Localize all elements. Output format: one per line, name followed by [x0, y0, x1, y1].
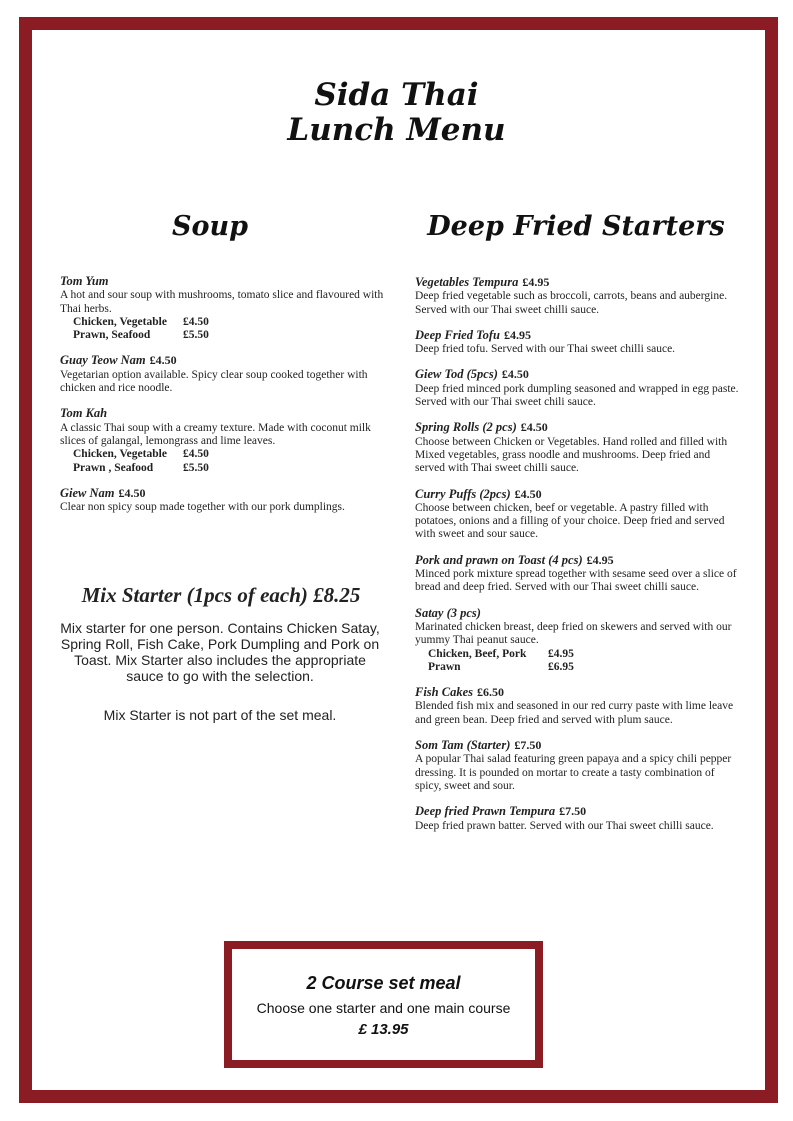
- menu-subtitle: Lunch Menu: [287, 112, 506, 148]
- item-name: Deep Fried Tofu: [415, 327, 500, 342]
- price-option-label: Chicken, Vegetable: [73, 315, 167, 328]
- item-name: Satay (3 pcs): [415, 605, 481, 620]
- item-name: Fish Cakes: [415, 685, 474, 700]
- item-description: Minced pork mixture spread together with sesame seed over a slice of bread and deep fried. Served with our Thai sweet chilli sauce.: [415, 568, 737, 594]
- menu-item: [415, 368, 740, 409]
- item-price: £6.50: [477, 685, 505, 700]
- item-description: Deep fried vegetable such as broccoli, carrots, beans and aubergine. Served with our Thai sweet chilli sauce.: [415, 290, 728, 316]
- price-option-price: £4.50: [183, 448, 209, 461]
- mix-starter-description: Mix starter for one person. Contains Chicken Satay, Spring Roll, Fish Cake, Pork Dumpling and Pork on Toast. Mix Starter also includes the appropriate sauce to go with the selection.: [60, 620, 380, 684]
- menu-item: [415, 739, 740, 793]
- item-description: Marinated chicken breast, deep fried on skewers and served with our yummy Thai peanut sauce.: [415, 620, 732, 647]
- menu-item: [415, 607, 740, 674]
- price-option: [415, 661, 740, 674]
- price-option-label: Prawn: [428, 660, 461, 673]
- price-option-price: £6.95: [548, 660, 574, 673]
- item-description: Clear non spicy soup made together with our pork dumplings.: [60, 501, 345, 514]
- item-name: Pork and prawn on Toast (4 pcs): [415, 552, 583, 567]
- item-name: Guay Teow Nam: [60, 353, 146, 368]
- set-meal-description: Choose one starter and one main course: [256, 1000, 511, 1016]
- item-name: Spring Rolls (2 pcs): [415, 420, 517, 435]
- price-option: [60, 448, 385, 461]
- item-description: Deep fried tofu. Served with our Thai sweet chilli sauce.: [415, 343, 676, 356]
- price-option-price: £5.50: [183, 461, 209, 474]
- item-price: £4.50: [118, 485, 146, 500]
- item-price: £4.50: [501, 367, 529, 382]
- item-name: Deep fried Prawn Tempura: [415, 804, 556, 819]
- item-description: Deep fried prawn batter. Served with our Thai sweet chilli sauce.: [415, 819, 714, 832]
- starters-heading: Deep Fried Starters: [427, 211, 725, 242]
- item-price: £7.50: [514, 738, 542, 753]
- price-option-price: £4.50: [183, 315, 209, 328]
- price-option-label: Chicken, Vegetable: [73, 448, 167, 461]
- menu-item: [415, 686, 740, 727]
- menu-item: [415, 421, 740, 475]
- item-description: A popular Thai salad featuring green papaya and a spicy chili pepper dressing. It is pounded on mortar to create a tasty combination of spicy, sweet and sour.: [415, 753, 732, 792]
- menu-item: [60, 275, 385, 342]
- item-name: Vegetables Tempura: [415, 275, 519, 289]
- item-name: Som Tam (Starter): [415, 738, 511, 753]
- menu-title: [0, 78, 793, 148]
- item-description: Blended fish mix and seasoned in our red curry paste with lime leave and green bean. Deep fried and served with plum sauce.: [415, 700, 734, 726]
- price-option-label: Prawn , Seafood: [73, 461, 154, 474]
- item-price: £4.95: [503, 327, 531, 342]
- price-option-label: Chicken, Beef, Pork: [428, 647, 527, 660]
- item-description: Deep fried minced pork dumpling seasoned and wrapped in egg paste. Served with our Thai sweet chili sauce.: [415, 382, 739, 409]
- item-description: Vegetarian option available. Spicy clear soup cooked together with chicken and rice noodle.: [60, 368, 368, 395]
- item-name: Tom Yum: [60, 274, 109, 288]
- item-description: Choose between chicken, beef or vegetable. A pastry filled with potatoes, onions and a filling of your choice. Deep fried and served with sweet and sour sauce.: [415, 501, 725, 541]
- mix-starter-note: Mix Starter is not part of the set meal.: [103, 707, 337, 723]
- mix-starter-title: Mix Starter (1pcs of each) £8.25: [81, 583, 361, 607]
- item-name: Tom Kah: [60, 406, 108, 421]
- soup-list: [60, 275, 385, 526]
- menu-item: [60, 487, 385, 515]
- item-description: Choose between Chicken or Vegetables. Hand rolled and filled with Mixed vegetables, grass noodle and mushrooms. Deep fried and served with Thai sweet chilli sauce.: [415, 435, 728, 475]
- item-price: £4.50: [520, 420, 548, 435]
- item-description: A classic Thai soup with a creamy texture. Made with coconut milk slices of galangal, lemongrass and lime leaves.: [60, 421, 371, 447]
- menu-item: [60, 407, 385, 474]
- item-price: £4.50: [514, 486, 542, 501]
- item-name: Curry Puffs (2pcs): [415, 486, 511, 501]
- set-meal-box: [224, 941, 543, 1068]
- menu-item: [415, 488, 740, 542]
- item-price: £4.50: [149, 353, 177, 368]
- menu-item: [415, 554, 740, 595]
- set-meal-title: 2 Course set meal: [306, 973, 461, 993]
- menu-item: [415, 805, 740, 833]
- price-option: [60, 316, 385, 329]
- price-option: [60, 462, 385, 475]
- soup-heading: Soup: [171, 211, 249, 242]
- item-name: Giew Tod (5pcs): [415, 367, 498, 382]
- item-price: £4.95: [522, 275, 550, 289]
- price-option-label: Prawn, Seafood: [73, 329, 151, 342]
- menu-item: [415, 276, 740, 317]
- item-price: £4.95: [586, 552, 614, 567]
- starters-list: [415, 276, 740, 845]
- price-option-price: £5.50: [183, 329, 209, 342]
- restaurant-name: Sida Thai: [314, 77, 479, 113]
- item-name: Giew Nam: [60, 485, 115, 500]
- set-meal-price: £ 13.95: [358, 1021, 409, 1038]
- item-price: £7.50: [559, 804, 587, 819]
- price-option: [60, 329, 385, 342]
- price-option-price: £4.95: [548, 647, 574, 660]
- menu-item: [60, 354, 385, 395]
- item-description: A hot and sour soup with mushrooms, tomato slice and flavoured with Thai herbs.: [60, 289, 384, 315]
- price-option: [415, 648, 740, 661]
- menu-item: [415, 329, 740, 357]
